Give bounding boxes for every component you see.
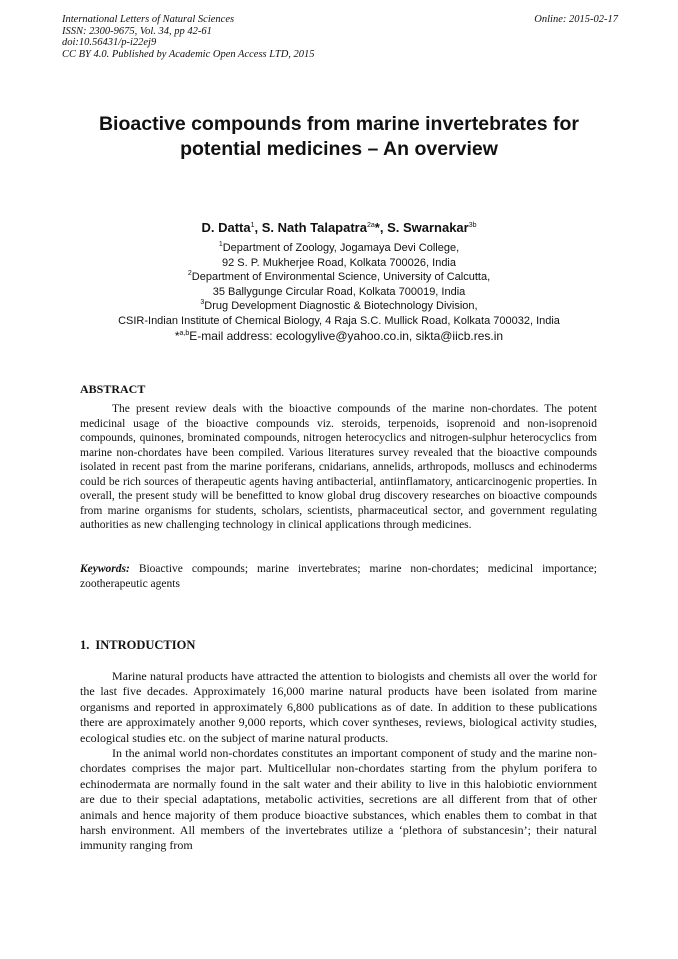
keywords — [80, 562, 597, 591]
affiliation-mark: 2 — [187, 270, 192, 278]
online-date: Online: 2015-02-17 — [534, 14, 618, 25]
affiliation-1 — [40, 241, 638, 256]
issn-line: ISSN: 2300-9675, Vol. 34, pp 42-61 — [62, 25, 212, 37]
corresponding-author-mark: * — [374, 220, 380, 235]
affiliation-list — [40, 241, 638, 343]
license-line: CC BY 4.0. Published by Academic Open Access LTD, 2015 — [62, 48, 315, 60]
paragraph: In the animal world non-chordates constitutes an important component of study and the marine non-chordates comprises the major part. Multicellular non-chordates starting from the phylum porifera to echinodermata are normally found in the salt water and their ability to live in this halobiotic enviornment are due to their special adaptations, metabolic activities, secretions are all different from that of other animals and hence majority of them produce bioactive substances, which enables them to combat in that harsh environment. All members of the invertebrates utilize a ‘plethora of substancesin’; their natural immunity ranging from — [80, 746, 597, 853]
doi-line: doi:10.56431/p-i22ej9 — [62, 37, 157, 48]
introduction-body — [80, 669, 597, 854]
author-name: S. Nath Talapatra — [261, 220, 367, 235]
keywords-text: Bioactive compounds; marine invertebrates; marine non-chordates; medicinal importance; zootherapeutic agents — [80, 563, 597, 590]
affiliation-mark: 3 — [200, 299, 205, 307]
affiliation-3 — [40, 299, 638, 314]
affiliation-line: Drug Development Diagnostic & Biotechnology Division, — [204, 300, 478, 313]
author-separator: , — [379, 220, 388, 235]
email-mark: a,b — [179, 329, 190, 337]
abstract-heading: ABSTRACT — [80, 382, 146, 396]
affiliation-2-address: 35 Ballygunge Circular Road, Kolkata 700019, India — [212, 285, 466, 298]
email-prefix: * — [174, 328, 180, 343]
email-address: E-mail address: ecologylive@yahoo.co.in, sikta@iicb.res.in — [189, 328, 504, 343]
journal-name: International Letters of Natural Sciences — [62, 14, 235, 25]
title-line-1: Bioactive compounds from marine invertebrates for — [98, 113, 580, 135]
paper-title — [40, 112, 638, 162]
email-line — [40, 329, 638, 344]
title-line-2: potential medicines – An overview — [180, 138, 498, 160]
affiliation-1-address: 92 S. P. Mukherjee Road, Kolkata 700026, India — [221, 256, 456, 269]
affiliation-mark: 1 — [218, 241, 223, 248]
author-affiliation-mark: 2a — [366, 222, 375, 229]
journal-header — [62, 14, 618, 60]
author-name: S. Swarnakar — [387, 220, 469, 235]
section-heading-introduction — [80, 638, 195, 653]
author-affiliation-mark: 3b — [468, 222, 477, 229]
affiliation-3-address: CSIR-Indian Institute of Chemical Biology, 4 Raja S.C. Mullick Road, Kolkata 700032, India — [118, 314, 560, 327]
affiliation-line: Department of Zoology, Jogamaya Devi College, — [222, 242, 460, 254]
keywords-label: Keywords — [80, 563, 126, 575]
author-affiliation-mark: 1 — [250, 222, 255, 229]
paragraph: Marine natural products have attracted the attention to biologists and chemists all over the world for the last five decades. Approximately 16,000 marine natural products have been isolated from marine organisms and reported in approximately 6,800 publications as of date. In addition to these publications there are approximately another 9,000 reports, which cover syntheses, reviews, biological activity studies, ecological studies etc. on the subject of marine natural products. — [80, 669, 597, 745]
affiliation-line: Department of Environmental Science, University of Calcutta, — [191, 271, 491, 284]
section-number: 1. — [80, 638, 90, 652]
affiliation-2 — [40, 270, 638, 285]
author-separator: , — [254, 220, 262, 235]
author-name: D. Datta — [201, 220, 251, 235]
author-list — [40, 220, 638, 235]
abstract-text: The present review deals with the bioactive compounds of the marine non-chordates. The potent medicinal usage of the bioactive compounds viz. steroids, terpenoids, isoprenoid and non-isoprenoid compounds, quinones, brominated compounds, nitrogen heterocyclics and nitrogen-sulphur heterocyclics from marine non-chordates have been compiled. Various literatures survey revealed that the bioactive compounds isolated in recent past from the marine poriferans, cnidarians, annelids, arthropods, molluscs and echinoderms could be rich sources of therapeutic agents having antibacterial, antiinflamatory, anticarcinogenic properties. In overall, the present study will be benefitted to know global drug discovery researches on bioactive compounds from marine organisms for students, scholars, scientists, pharmaceutical sector, and government regulating authorities as new challenging technology in clinical applications through medicines. — [80, 403, 597, 531]
section-title: INTRODUCTION — [95, 638, 196, 652]
keywords-colon: : — [126, 563, 130, 575]
